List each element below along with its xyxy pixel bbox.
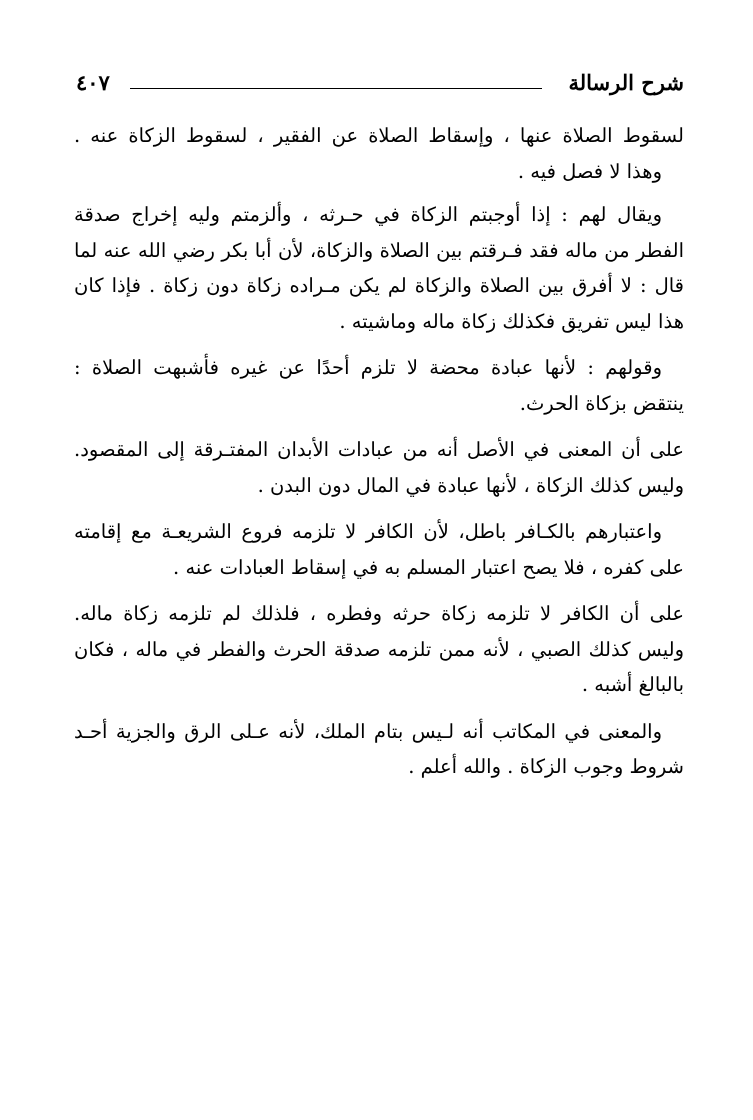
text-line: لسقوط الصلاة عنها ، وإسقاط الصلاة عن الفقير ، لسقوط الزكاة عنه . [74,124,684,147]
header-rule [130,88,542,89]
paragraph [74,514,684,585]
paragraph [74,118,684,189]
text-line: وليس كذلك الزكاة ، لأنها عبادة في المال دون البدن . [257,473,684,497]
paragraph [74,714,684,785]
text-line: والمعنى في المكاتب أنه لـيس بتام الملك، لأنه عـلى الرق والجزية أحـد [74,719,662,743]
text-line: ينتقض بزكاة الحرث. [519,391,684,415]
running-header-title: شرح الرسالة [568,70,684,95]
paragraph [74,596,684,703]
text-line: الفطر من ماله فقد فـرقتم بين الصلاة والزكاة، لأن أبا بكر رضي الله عنه لما [74,238,684,262]
text-line: على كفره ، فلا يصح اعتبار المسلم به في إسقاط العبادات عنه . [173,555,684,579]
paragraph [74,350,684,421]
text-line: قال : لا أفرق بين الصلاة والزكاة لم يكن مـراده زكاة دون زكاة . فإذا كان [74,274,684,297]
text-line: شروط وجوب الزكاة . والله أعلم . [408,755,684,778]
text-line: هذا ليس تفريق فكذلك زكاة ماله وماشيته . [339,309,684,333]
text-line: وقولهم : لأنها عبادة محضة لا تلزم أحدًا عن غيره فأشبهت الصلاة : [74,356,662,379]
text-line: على أن المعنى في الأصل أنه من عبادات الأبدان المفتـرقة إلى المقصود. [74,438,684,461]
paragraph [74,432,684,503]
text-line: وليس كذلك الصبي ، لأنه ممن تلزمه صدقة الحرث والفطر في ماله ، فكان [74,637,684,661]
text-line: بالبالغ أشبه . [581,673,684,696]
document-body [74,118,684,796]
text-line: ويقال لهم : إذا أوجبتم الزكاة في حـرثه ، وألزمتم وليه إخراج صدقة [74,203,662,226]
page-number: ٤٠٧ [76,70,110,95]
paragraph [74,197,684,339]
running-header [76,66,684,106]
text-line: واعتبارهم بالكـافر باطل، لأن الكافر لا تلزمه فروع الشريعـة مع إقامته [74,520,662,543]
text-line: على أن الكافر لا تلزمه زكاة حرثه وفطره ، فلذلك لم تلزمه زكاة ماله. [74,602,684,625]
text-line: وهذا لا فصل فيه . [517,159,662,183]
